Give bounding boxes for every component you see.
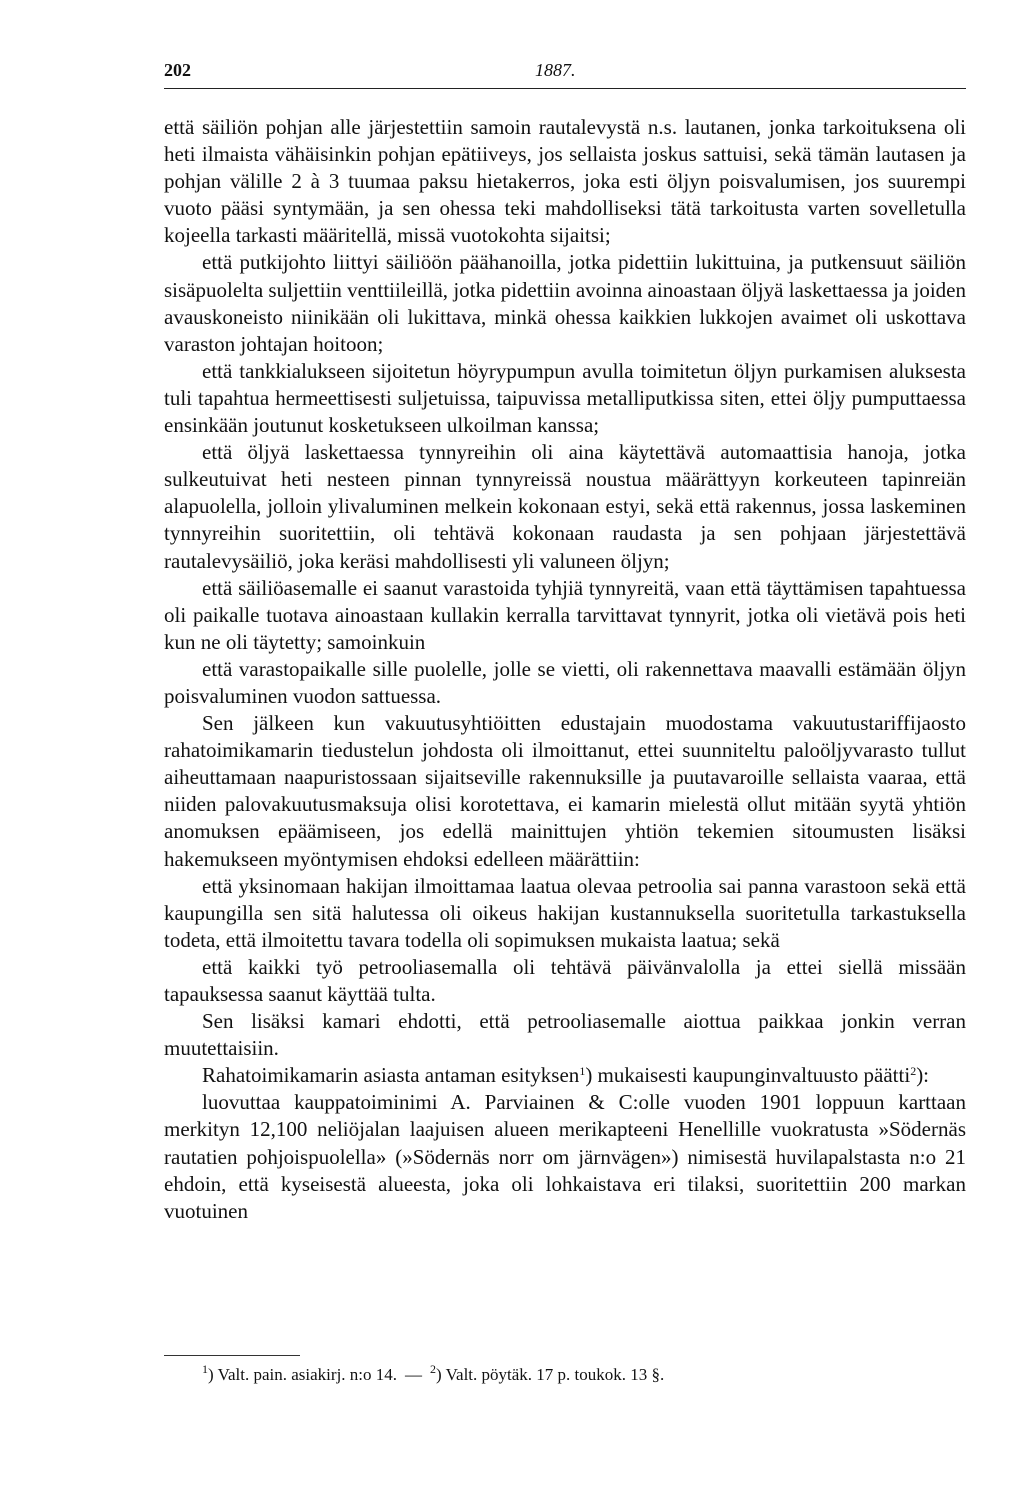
footnote-separator: — bbox=[405, 1365, 423, 1384]
paragraph: että yksinomaan hakijan ilmoittamaa laatua olevaa petroolia sai panna varastoon sekä että kaupungilla sen sitä halutessa oli oikeus hakijan kustannuksella suoritetulla tarkastuksella todeta, että ilmoitettu tavara todella oli sopimuksen mukaista laatua; sekä bbox=[164, 873, 966, 952]
paragraph: Sen jälkeen kun vakuutusyhtiöitten edustajain muodostama vakuutustariffijaosto rahatoimikamarin tiedustelun johdosta oli ilmoittanut, ettei suunniteltu paloöljyvarasto tullut aiheuttamaan naapuristossaan sijaitseville rakennuksille ja puutavaroille sellaista vaaraa, että niiden palovakuutusmaksuja olisi korotettava, ei kamarin mielestä ollut mitään syytä yhtiön anomuksen epäämiseen, jos edellä mainittujen yhtiön tekemien sitoumusten lisäksi hakemukseen myöntymisen ehdoksi edelleen määrättiin: bbox=[164, 711, 966, 871]
footnote-mark: 1 bbox=[202, 1362, 208, 1376]
footnote-rule bbox=[164, 1355, 300, 1356]
footnote-text: ) Valt. pöytäk. 17 p. toukok. 13 §. bbox=[436, 1365, 665, 1384]
footnote-mark: 2 bbox=[430, 1362, 437, 1376]
footnote-text: ) Valt. pain. asiakirj. n:o 14. bbox=[208, 1365, 398, 1384]
decision-paragraph bbox=[164, 1062, 966, 1089]
paragraph: että tankkialukseen sijoitetun höyrypumpun avulla toimitetun öljyn purkamisen aluksesta tuli tapahtua hermeettisesti suljetuissa, taipuvissa metalliputkissa siten, ettei öljy pumputtaessa ensinkään joutunut kosketukseen ulkoilman kanssa; bbox=[164, 358, 966, 438]
paragraph: että kaikki työ petrooliasemalla oli tehtävä päivänvalolla ja ettei siellä missään tapauksessa saanut käyttää tulta. bbox=[164, 954, 966, 1006]
paragraph: että putkijohto liittyi säiliöön päähanoilla, jotka pidettiin lukittuina, ja putkensuut säiliön sisäpuolelta suljettiin venttiileillä, jotka pidettiin avoinna ainoastaan öljyä laskettaessa ja joiden avauskoneisto niinikään oli lukittava, minkä ohessa kaikkien lukkojen avaimet oli uskottava varaston johtajan hoitoon; bbox=[164, 250, 966, 356]
paragraph: että varastopaikalle sille puolelle, jolle se vietti, oli rakennettava maavalli estämään öljyn poisvaluminen vuodon sattuessa. bbox=[164, 656, 966, 708]
body-text bbox=[164, 114, 966, 1225]
paragraph: Sen lisäksi kamari ehdotti, että petrooliasemalle aiottua paikkaa jonkin verran muutettaisiin. bbox=[164, 1009, 966, 1061]
decision-text: ) mukaisesti kaupunginvaltuusto päätti bbox=[585, 1063, 911, 1088]
paragraph: luovuttaa kauppatoiminimi A. Parviainen & C:olle vuoden 1901 loppuun karttaan merkityn 12,100 neliöjalan laajuisen alueen merikapteeni Henellille vuokratusta »Södernäs rautatien pohjoispuolella» (»Södernäs norr om järnvägen») nimisestä huvilapalstasta n:o 21 ehdoin, että kyseisestä alueesta, joka oli lohkaistava eri tilaksi, suoritettiin 200 markan vuotuinen bbox=[164, 1090, 966, 1223]
decision-text: Rahatoimikamarin asiasta antaman esityksen bbox=[202, 1063, 580, 1088]
decision-text: ): bbox=[916, 1063, 930, 1088]
document-page bbox=[164, 0, 966, 1486]
paragraph: että säiliöasemalle ei saanut varastoida tyhjiä tynnyreitä, vaan että täyttämisen tapahtuessa oli paikalle tuotava ainoastaan kullakin kerralla tarvittavat tynnyrit, jotka oli vietävä pois heti kun ne oli täytetty; samoinkuin bbox=[164, 575, 966, 654]
page-number: 202 bbox=[164, 60, 191, 80]
header-rule bbox=[164, 88, 966, 89]
footnote-ref: 2 bbox=[910, 1064, 917, 1079]
running-head-year: 1887. bbox=[535, 60, 576, 80]
paragraph: että säiliön pohjan alle järjestettiin samoin rautalevystä n.s. lautanen, jonka tarkoituksena oli heti ilmaista vähäisinkin pohjan epätiiveys, jos sellaista joskus sattuisi, sekä tämän lautasen ja pohjan välille 2 à 3 tuumaa paksu hietakerros, joka esti öljyn poisvalumisen, jos suurempi vuoto pääsi syntymään, ja sen ohessa teki mahdolliseksi tätä tarkoitusta varten sovelletulla kojeella tarkasti määritellä, missä vuotokohta sijaitsi; bbox=[164, 115, 966, 248]
running-head bbox=[164, 60, 966, 90]
paragraph: että öljyä laskettaessa tynnyreihin oli aina käytettävä automaattisia hanoja, jotka sulkeutuivat heti nesteen pinnan tynnyreissä noustua määrättyyn korkeuteen tapinreiän alapuolella, jolloin ylivaluminen melkein kokonaan estyi, sekä että rakennus, jossa laskeminen tynnyreihin suoritettiin, oli tehtävä kokonaan raudasta ja sen pohjaan järjestettävä rautalevysäiliö, joka keräsi mahdollisesti yli valuneen öljyn; bbox=[164, 440, 966, 573]
footnotes bbox=[202, 1364, 664, 1386]
footnote-ref: 1 bbox=[579, 1064, 586, 1079]
